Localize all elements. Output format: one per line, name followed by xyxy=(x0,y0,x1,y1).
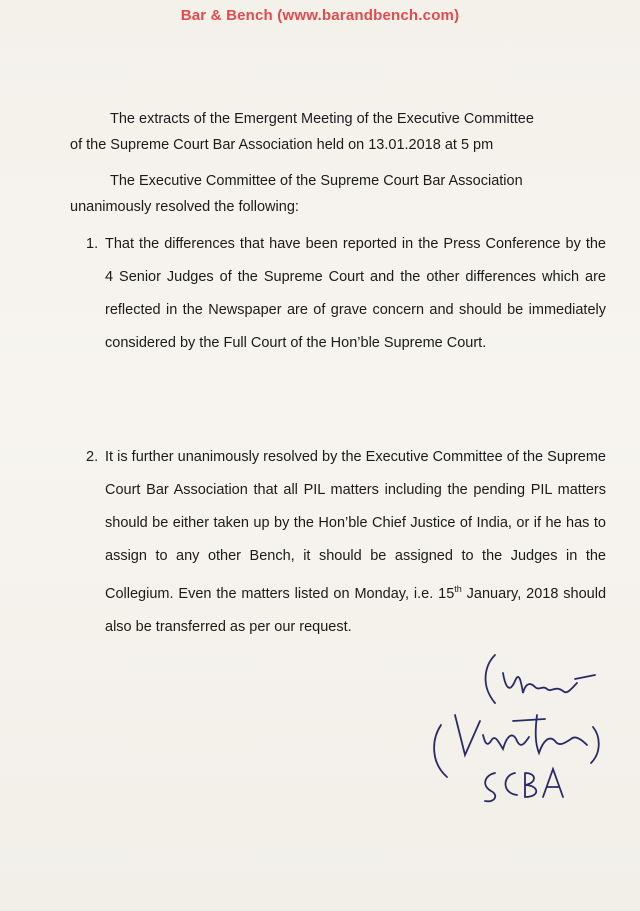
resolution-2 xyxy=(86,441,606,644)
resolution-1 xyxy=(86,228,606,360)
signature xyxy=(425,645,615,805)
resolution-number: 2. xyxy=(86,449,99,465)
date-superscript: th xyxy=(454,584,462,594)
intro-line-2: unanimously resolved the following: xyxy=(70,199,299,215)
header-line-2: of the Supreme Court Bar Association held on 13.01.2018 at 5 pm xyxy=(70,137,494,153)
resolution-text-part-1: It is further unanimously resolved by the Executive Committee of the Supreme Court Bar Association that all PIL matters including the pending PIL matters should be either taken up by the Hon’ble Chief Justice of India, or if he has to assign to any other Bench, it should be assigned to the Judges in the Collegium. Even the matters listed on Monday, i.e. 15 xyxy=(105,449,606,602)
resolution-text-part-2: January, 2018 should also be transferred as per our request. xyxy=(105,585,607,635)
watermark: Bar & Bench (www.barandbench.com) xyxy=(180,7,460,24)
resolution-number: 1. xyxy=(86,236,99,252)
header-line-1: The extracts of the Emergent Meeting of the Executive Committee xyxy=(110,111,534,127)
resolution-text xyxy=(105,441,606,644)
intro-paragraph xyxy=(70,168,610,220)
resolution-text: That the differences that have been reported in the Press Conference by the 4 Senior Judges of the Supreme Court and the other differences which are reflected in the Newspaper are of grave concern and should be immediately considered by the Full Court of the Hon’ble Supreme Court. xyxy=(105,236,606,351)
meeting-header xyxy=(70,106,610,158)
intro-line-1: The Executive Committee of the Supreme Court Bar Association xyxy=(110,173,523,189)
